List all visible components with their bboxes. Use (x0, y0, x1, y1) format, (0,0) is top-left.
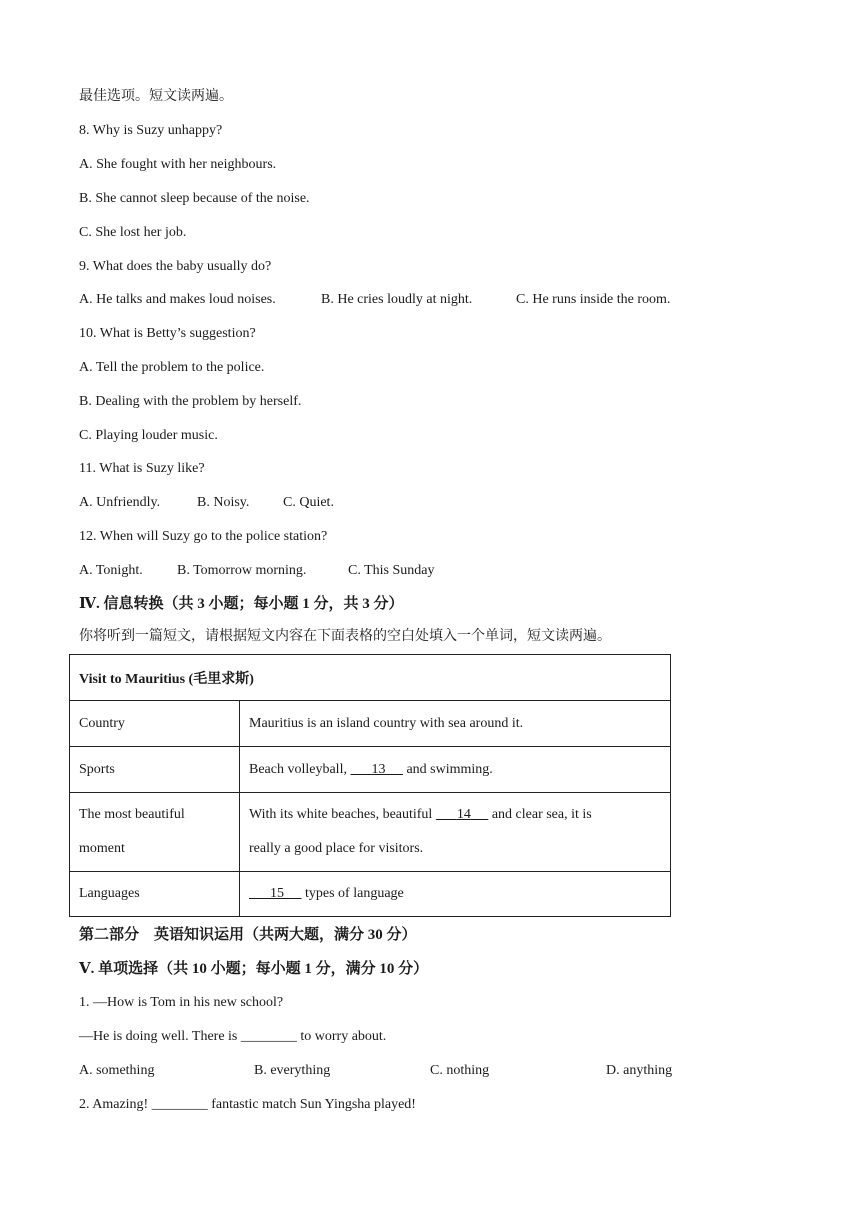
q8-option-b: B. She cannot sleep because of the noise. (79, 191, 310, 206)
q1-option-a: A. something (79, 1063, 155, 1078)
table-title: Visit to Mauritius (毛里求斯) (70, 655, 671, 701)
question-10: 10. What is Betty’s suggestion? (79, 326, 256, 341)
intro-tail: 最佳选项。短文读两遍。 (79, 89, 233, 104)
languages-text-post: types of language (301, 886, 404, 901)
q11-option-a: A. Unfriendly. (79, 495, 161, 510)
q1-option-d: D. anything (606, 1063, 673, 1078)
question-11: 11. What is Suzy like? (79, 461, 205, 476)
question-8: 8. Why is Suzy unhappy? (79, 123, 223, 138)
moment-text-post: and clear sea, it is (488, 807, 592, 822)
q9-option-b: B. He cries loudly at night. (321, 292, 473, 307)
question-9: 9. What does the baby usually do? (79, 259, 272, 274)
q1-option-c: C. nothing (430, 1063, 490, 1078)
moment-line1 (249, 798, 661, 832)
row-label-moment-line2: moment (79, 841, 125, 856)
moment-line2: really a good place for visitors. (249, 841, 424, 856)
q10-option-c: C. Playing louder music. (79, 428, 218, 443)
question-1-line1: 1. —How is Tom in his new school? (79, 995, 284, 1010)
blank-14[interactable] (436, 807, 489, 822)
blank-13[interactable] (350, 762, 403, 777)
row-content-sports (240, 747, 671, 793)
row-label-moment (70, 793, 240, 872)
row-content-country: Mauritius is an island country with sea around it. (240, 701, 671, 747)
blank-13-number: 13 (371, 761, 386, 777)
table-row (70, 793, 671, 872)
blank-15-number: 15 (270, 886, 284, 901)
row-label-languages: Languages (70, 872, 240, 917)
q8-option-c: C. She lost her job. (79, 225, 187, 240)
row-content-languages (240, 872, 671, 917)
q12-option-b: B. Tomorrow morning. (177, 563, 307, 578)
table-row (70, 701, 671, 747)
q11-option-b: B. Noisy. (197, 495, 250, 510)
part-2-heading: 第二部分 英语知识运用（共两大题，满分 30 分） (79, 927, 417, 943)
q9-option-c: C. He runs inside the room. (516, 292, 671, 307)
q12-option-c: C. This Sunday (348, 563, 435, 578)
row-label-sports: Sports (70, 747, 240, 793)
question-12: 12. When will Suzy go to the police station? (79, 529, 328, 544)
table-row (70, 872, 671, 917)
blank-14-number: 14 (456, 807, 471, 822)
info-table (69, 654, 671, 917)
section-5-heading: Ⅴ. 单项选择（共 10 小题；每小题 1 分，满分 10 分） (79, 961, 429, 977)
q1-option-b: B. everything (254, 1063, 331, 1078)
row-label-country: Country (70, 701, 240, 747)
q12-option-a: A. Tonight. (79, 563, 143, 578)
question-1-line2: —He is doing well. There is ________ to worry about. (79, 1029, 387, 1044)
table-title-row (70, 655, 671, 701)
moment-text-pre: With its white beaches, beautiful (249, 807, 436, 822)
q8-option-a: A. She fought with her neighbours. (79, 157, 277, 172)
blank-15[interactable] (249, 886, 302, 901)
q11-option-c: C. Quiet. (283, 495, 334, 510)
q10-option-a: A. Tell the problem to the police. (79, 360, 265, 375)
question-2: 2. Amazing! ________ fantastic match Sun Yingsha played! (79, 1097, 416, 1112)
sports-text-pre: Beach volleyball, (249, 761, 351, 777)
row-label-moment-line1: The most beautiful (79, 807, 185, 822)
q10-option-b: B. Dealing with the problem by herself. (79, 394, 302, 409)
section-4-instruction: 你将听到一篇短文，请根据短文内容在下面表格的空白处填入一个单词，短文读两遍。 (79, 629, 611, 644)
section-4-heading: Ⅳ. 信息转换（共 3 小题；每小题 1 分，共 3 分） (79, 596, 404, 612)
q9-option-a: A. He talks and makes loud noises. (79, 292, 276, 307)
table-row (70, 747, 671, 793)
row-content-moment (240, 793, 671, 872)
sports-text-post: and swimming. (402, 761, 493, 777)
